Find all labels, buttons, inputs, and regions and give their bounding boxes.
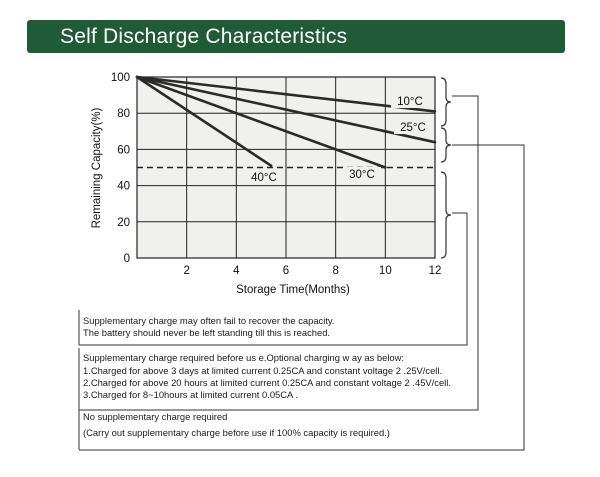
x-axis-title: Storage Time(Months) — [236, 284, 350, 296]
brace-middle — [441, 128, 451, 162]
brace-upper — [441, 78, 451, 126]
note-none-line-2: (Carry out supplementary charge before use if 100% capacity is required.) — [83, 427, 390, 438]
y-tick-label: 100 — [110, 72, 130, 84]
page-title: Self Discharge Characteristics — [60, 25, 348, 48]
y-tick-label: 60 — [117, 144, 130, 157]
x-tick-label: 6 — [282, 265, 290, 277]
x-tick-label: 12 — [428, 265, 442, 277]
x-tick-label: 4 — [233, 265, 240, 277]
series-label-4: 40°C — [251, 172, 277, 184]
note-optional-line-4: 3.Charged for 8~10hours at limited current 0.05CA . — [83, 389, 298, 400]
y-axis-title: Remaining Capacity(%) — [91, 107, 103, 229]
y-tick-label: 80 — [117, 108, 130, 121]
note-recover-line-1: Supplementary charge may often fail to recover the capacity. — [83, 315, 335, 326]
y-tick-label: 40 — [117, 180, 130, 193]
x-tick-label: 2 — [183, 265, 190, 277]
y-tick-label: 0 — [123, 253, 130, 265]
note-recover-line-2: The battery should never be left standing till this is reached. — [83, 327, 331, 338]
series-label-2: 25°C — [400, 122, 426, 134]
series-label-1: 10°C — [397, 96, 423, 108]
y-tick-label: 20 — [117, 216, 130, 229]
brace-lower — [441, 172, 451, 258]
x-tick-label: 10 — [378, 265, 392, 277]
note-optional-line-3: 2.Charged for above 20 hours at limited current 0.25CA and constant voltage 2 .45V/cell. — [83, 377, 451, 388]
note-optional-line-2: 1.Charged for above 3 days at limited current 0.25CA and constant voltage 2 .25V/cell. — [83, 365, 443, 376]
note-none-line-1: No supplementary charge required — [83, 411, 228, 422]
series-label-3: 30°C — [349, 169, 375, 181]
note-optional-line-1: Supplementary charge required before us e.Optional charging w ay as below: — [83, 352, 405, 363]
x-tick-label: 8 — [332, 265, 339, 277]
